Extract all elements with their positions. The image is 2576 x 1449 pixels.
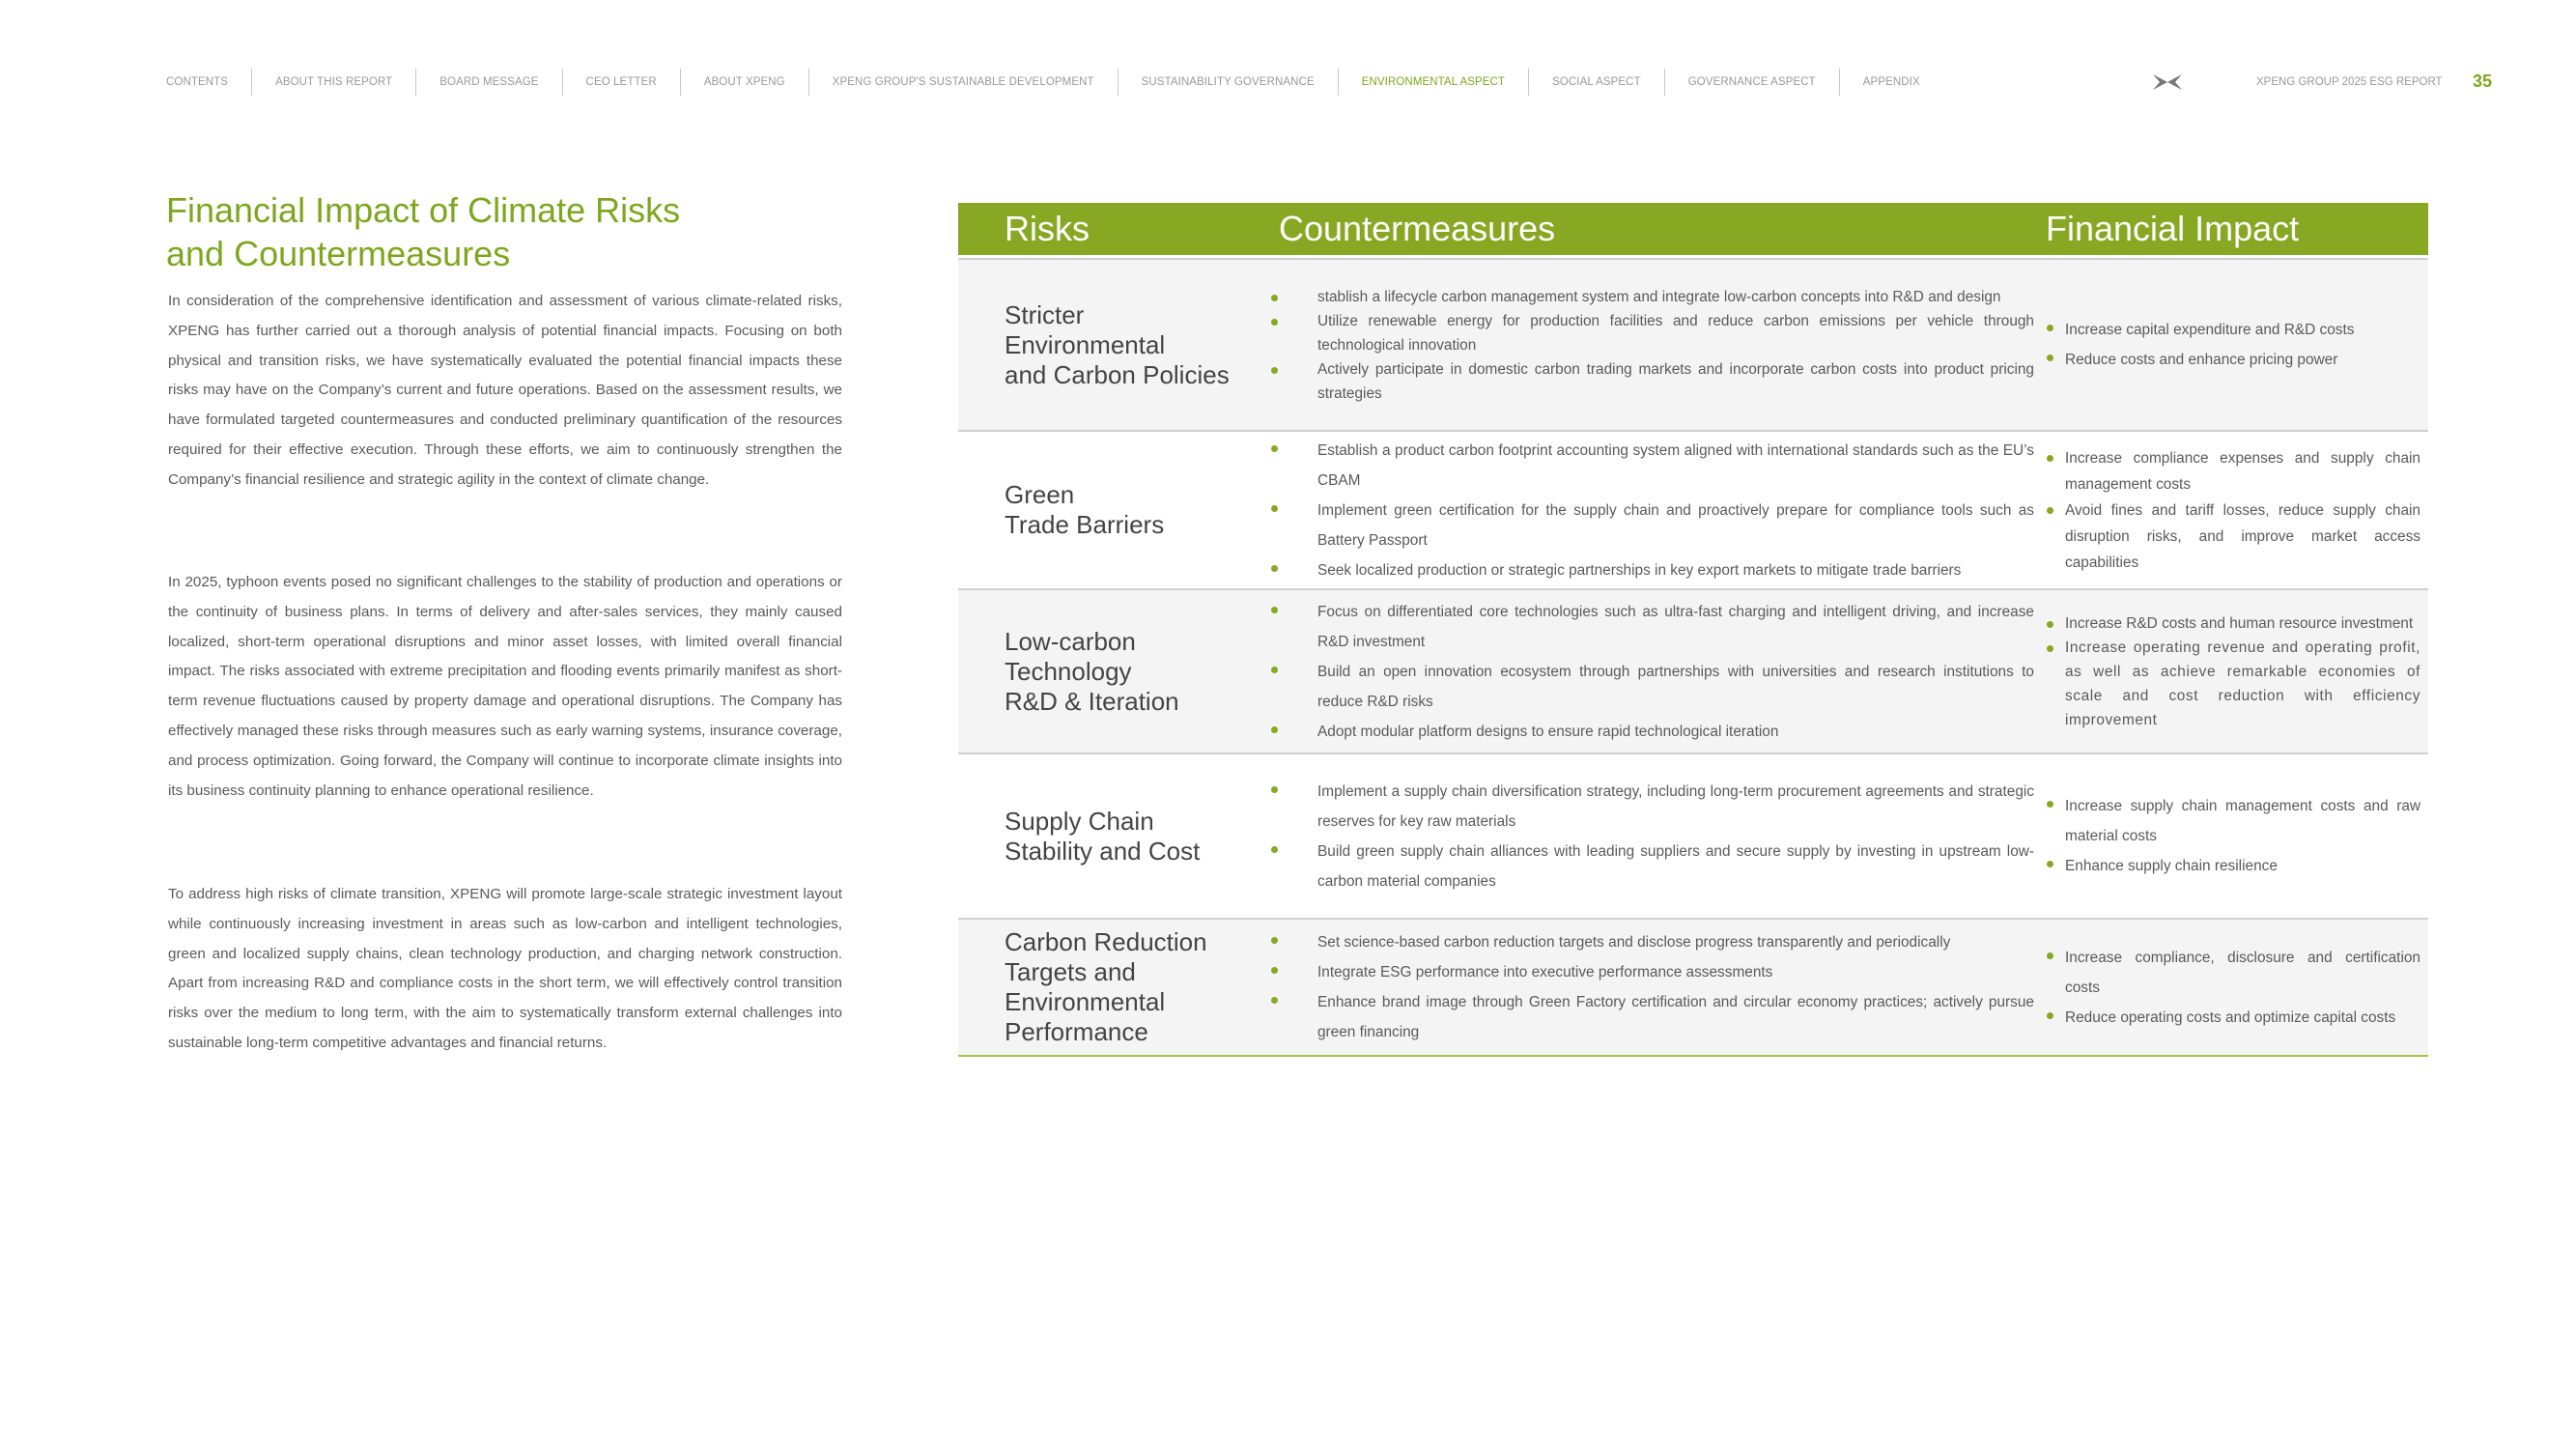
risk-name: Low-carbon Technology R&D & Iteration (1005, 626, 1179, 716)
countermeasures-cell (1277, 432, 2044, 588)
list-item: Build green supply chain alliances with leading suppliers and secure supply by investing in upstream low-carbon material companies (1277, 837, 2034, 896)
table-row (958, 754, 2428, 920)
transition-paragraph: To address high risks of climate transition, XPENG will promote large-scale strategic investment layout while continuously increasing investment in areas such as low-carbon and intelligent technologies, green and localized supply chains, clean technology production, and charging network construction. Apart from increasing R&D and compliance costs in the short term, we will effectively control transition risks over the medium to long term, with the aim to systematically transform external challenges into sustainable long-term competitive advantages and financial returns. (168, 886, 842, 1051)
list-item: Increase capital expenditure and R&D costs (2044, 315, 2420, 345)
list-item: Actively participate in domestic carbon trading markets and incorporate carbon costs into product pricing strategies (1277, 357, 2034, 406)
nav-sustainability-governance[interactable]: SUSTAINABILITY GOVERNANCE (1118, 69, 1339, 96)
report-title: XPENG GROUP 2025 ESG REPORT (2256, 76, 2443, 88)
countermeasures-cell (1277, 920, 2044, 1055)
page-number: 35 (2473, 71, 2493, 91)
nav-environmental-aspect[interactable]: ENVIRONMENTAL ASPECT (1339, 69, 1529, 96)
impact-cell (2044, 754, 2428, 918)
impact-cell (2044, 260, 2428, 430)
impact-cell (2044, 590, 2428, 753)
list-item: Build an open innovation ecosystem through partnerships with universities and research institutions to reduce R&D risks (1277, 657, 2034, 717)
risk-name: Carbon Reduction Targets and Environmental Performance (1005, 927, 1207, 1046)
nav-sustainable-development[interactable]: XPENG GROUP'S SUSTAINABLE DEVELOPMENT (809, 69, 1118, 96)
typhoon-paragraph: In 2025, typhoon events posed no significant challenges to the stability of production and operations or the continuity of business plans. In terms of delivery and after-sales services, they mainly caused localized, short-term operational disruptions and minor asset losses, with limited overall financial impact. The risks associated with extreme precipitation and flooding events primarily manifest as short-term revenue fluctuations caused by property damage and operational disruptions. The Company has effectively managed these risks through measures such as early warning systems, insurance coverage, and process optimization. Going forward, the Company will continue to incorporate climate insights into its business continuity planning to enhance operational resilience. (168, 574, 842, 799)
risk-name: Supply Chain Stability and Cost (1005, 806, 1201, 866)
list-item: Increase supply chain management costs and raw material costs (2044, 791, 2420, 851)
nav-social-aspect[interactable]: SOCIAL ASPECT (1529, 69, 1665, 96)
page-title-text: Financial Impact of Climate Risks and Countermeasures (166, 190, 681, 273)
intro-paragraph: In consideration of the comprehensive identification and assessment of various climate-related risks, XPENG has further carried out a thorough analysis of potential financial impacts. Focusing on both physical and transition risks, we have systematically evaluated the potential financial impacts these risks may have on the Company’s current and future operations. Based on the assessment results, we have formulated targeted countermeasures and conducted preliminary quantification of the resources required for their effective execution. Through these efforts, we aim to continuously strengthen the Company’s financial resilience and strategic agility in the context of climate change. (168, 293, 842, 488)
table-row (958, 590, 2428, 754)
risk-name: Stricter Environmental and Carbon Policies (1005, 299, 1230, 389)
list-item: Reduce costs and enhance pricing power (2044, 345, 2420, 375)
list-item: Implement green certification for the supply chain and proactively prepare for compliance tools such as Battery Passport (1277, 496, 2034, 555)
page-title (166, 188, 746, 275)
table-row (958, 260, 2428, 432)
list-item: Avoid fines and tariff losses, reduce supply chain disruption risks, and improve market access capabilities (2044, 497, 2420, 576)
impact-cell (2044, 432, 2428, 588)
xpeng-logo-icon (2152, 73, 2183, 91)
nav-about-this-report[interactable]: ABOUT THIS REPORT (252, 69, 416, 96)
list-item: Increase compliance expenses and supply chain management costs (2044, 445, 2420, 497)
list-item: Increase operating revenue and operating profit, as well as achieve remarkable economies of scale and cost reduction with efficiency improvement (2044, 636, 2420, 732)
nav-governance-aspect[interactable]: GOVERNANCE ASPECT (1665, 69, 1840, 96)
list-item: Seek localized production or strategic partnerships in key export markets to mitigate trade barriers (1277, 555, 2034, 585)
list-item: Reduce operating costs and optimize capital costs (2044, 1003, 2420, 1033)
risk-cell (958, 920, 1277, 1055)
list-item: Implement a supply chain diversification strategy, including long-term procurement agreements and strategic reserves for key raw materials (1277, 777, 2034, 837)
list-item: Enhance supply chain resilience (2044, 851, 2420, 881)
countermeasures-cell (1277, 260, 2044, 430)
list-item: Focus on differentiated core technologies such as ultra-fast charging and intelligent driving, and increase R&D investment (1277, 597, 2034, 657)
list-item: Set science-based carbon reduction targets and disclose progress transparently and periodically (1277, 927, 2034, 957)
risk-cell (958, 260, 1277, 430)
list-item: Enhance brand image through Green Factory certification and circular economy practices; actively pursue green financing (1277, 987, 2034, 1047)
nav-about-xpeng[interactable]: ABOUT XPENG (681, 69, 809, 96)
list-item: Utilize renewable energy for production facilities and reduce carbon emissions per vehicle through technological innovation (1277, 309, 2034, 357)
list-item: Integrate ESG performance into executive performance assessments (1277, 957, 2034, 987)
top-nav (166, 69, 1943, 96)
header-countermeasures: Countermeasures (1279, 209, 1556, 248)
risk-cell (958, 590, 1277, 753)
table-header (958, 203, 2428, 255)
header-risks: Risks (1005, 209, 1090, 248)
list-item: Adopt modular platform designs to ensure rapid technological iteration (1277, 717, 2034, 747)
nav-contents[interactable]: CONTENTS (166, 69, 252, 96)
countermeasures-cell (1277, 590, 2044, 753)
table-row (958, 432, 2428, 590)
list-item: Establish a product carbon footprint accounting system aligned with international standards such as the EU’s CBAM (1277, 436, 2034, 496)
list-item: Increase R&D costs and human resource investment (2044, 611, 2420, 636)
countermeasures-cell (1277, 754, 2044, 918)
nav-ceo-letter[interactable]: CEO LETTER (563, 69, 681, 96)
risk-name: Green Trade Barriers (1005, 480, 1165, 539)
nav-appendix[interactable]: APPENDIX (1862, 76, 1920, 88)
risk-cell (958, 432, 1277, 588)
nav-board-message[interactable]: BOARD MESSAGE (416, 69, 562, 96)
table-row (958, 920, 2428, 1057)
list-item: Increase compliance, disclosure and certification costs (2044, 943, 2420, 1003)
climate-risk-table (958, 203, 2428, 1057)
list-item: stablish a lifecycle carbon management system and integrate low-carbon concepts into R&D and design (1277, 285, 2034, 309)
risk-cell (958, 754, 1277, 918)
impact-cell (2044, 920, 2428, 1055)
header-financial-impact: Financial Impact (2046, 209, 2300, 248)
